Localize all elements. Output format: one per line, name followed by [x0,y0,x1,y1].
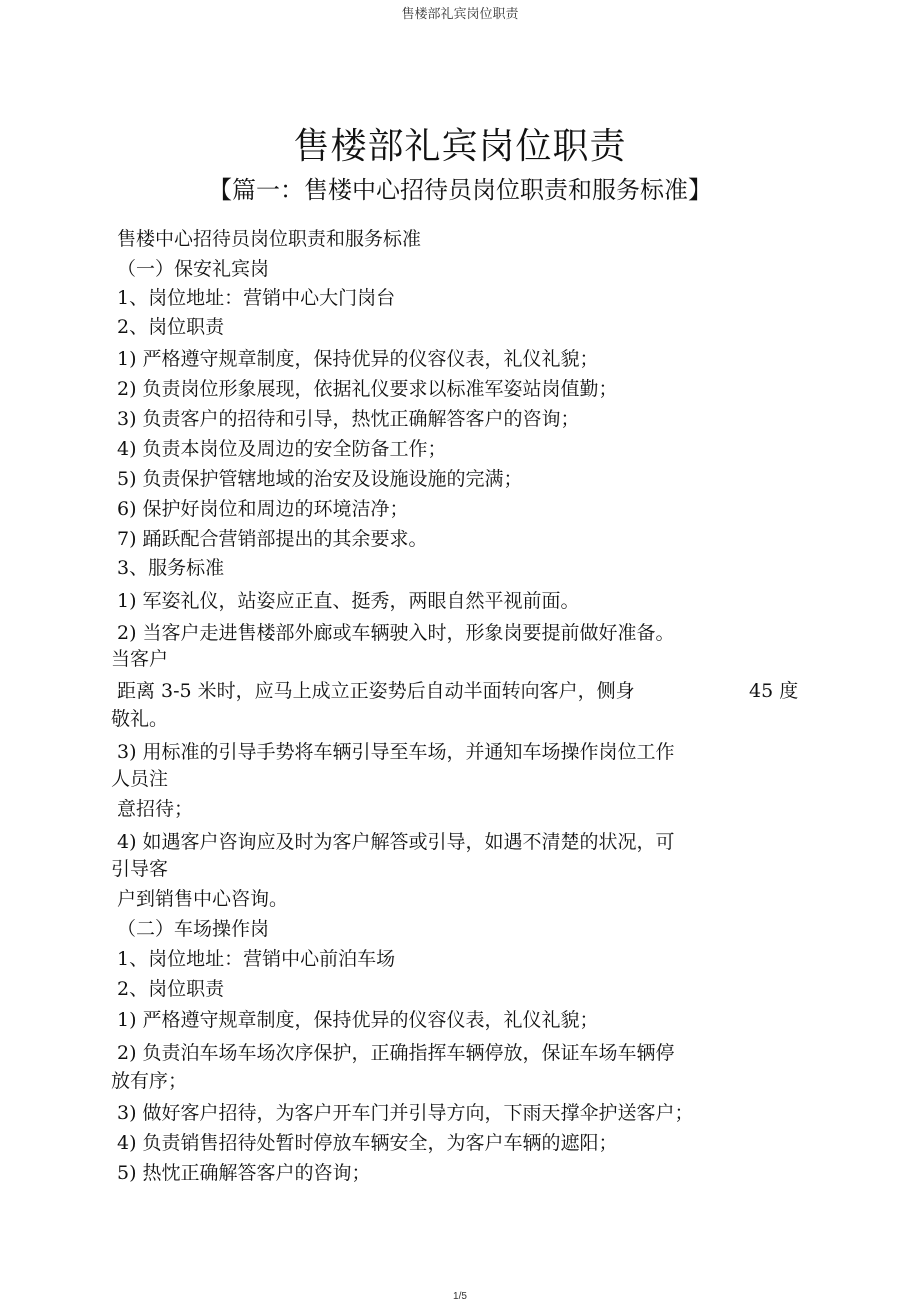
body-line: 1、岗位地址：营销中心前泊车场 [117,948,396,970]
body-line: 售楼中心招待员岗位职责和服务标准 [117,228,422,250]
section-heading: （一）保安礼宾岗 [117,258,270,280]
list-item: 3) 做好客户招待，为客户开车门并引导方向，下雨天撑伞护送客户； [117,1102,694,1124]
list-item: 3) 负责客户的招待和引导，热忱正确解答客户的咨询； [117,408,580,430]
list-item-continuation: 45 度 [749,680,799,702]
list-item-continuation: 引导客 [111,858,169,880]
document-subtitle: 【篇一：售楼中心招待员岗位职责和服务标准】 [208,176,712,204]
list-item: 1) 严格遵守规章制度，保持优异的仪容仪表，礼仪礼貌； [117,1009,599,1031]
list-item-continuation: 户到销售中心咨询。 [117,888,289,910]
body-line: 3、服务标准 [117,557,225,579]
list-item-continuation: 敬礼。 [111,708,169,730]
list-item: 1) 军姿礼仪，站姿应正直、挺秀，两眼自然平视前面。 [117,590,580,612]
section-heading: （二）车场操作岗 [117,918,270,940]
list-item: 2) 负责泊车场车场次序保护，正确指挥车辆停放，保证车场车辆停 [117,1042,675,1064]
list-item-continuation: 当客户 [111,648,169,670]
list-item: 7) 踊跃配合营销部提出的其余要求。 [117,528,428,550]
list-item: 5) 负责保护管辖地域的治安及设施设施的完满； [117,468,523,490]
list-item: 4) 如遇客户咨询应及时为客户解答或引导，如遇不清楚的状况，可 [117,831,675,853]
page-header: 售楼部礼宾岗位职责 [401,7,519,22]
list-item: 3) 用标准的引导手势将车辆引导至车场，并通知车场操作岗位工作 [117,741,675,763]
list-item: 1) 严格遵守规章制度，保持优异的仪容仪表，礼仪礼貌； [117,348,599,370]
list-item: 4) 负责本岗位及周边的安全防备工作； [117,438,447,460]
list-item-continuation: 人员注 [111,768,169,790]
body-line: 1、岗位地址：营销中心大门岗台 [117,287,396,309]
page-number: 1/5 [453,1291,467,1302]
list-item: 6) 保护好岗位和周边的环境洁净； [117,498,409,520]
list-item: 2) 当客户走进售楼部外廊或车辆驶入时，形象岗要提前做好准备。 [117,622,675,644]
list-item-continuation: 距离 3-5 米时，应马上成立正姿势后自动半面转向客户，侧身 [117,680,635,702]
list-item: 5) 热忱正确解答客户的咨询； [117,1162,371,1184]
list-item: 2) 负责岗位形象展现，依据礼仪要求以标准军姿站岗值勤； [117,378,618,400]
body-line: 2、岗位职责 [117,978,225,1000]
list-item: 4) 负责销售招待处暂时停放车辆安全，为客户车辆的遮阳； [117,1132,618,1154]
document-title: 售楼部礼宾岗位职责 [293,126,627,167]
list-item-continuation: 放有序； [111,1070,188,1092]
body-line: 2、岗位职责 [117,316,225,338]
list-item-continuation: 意招待； [117,798,194,820]
